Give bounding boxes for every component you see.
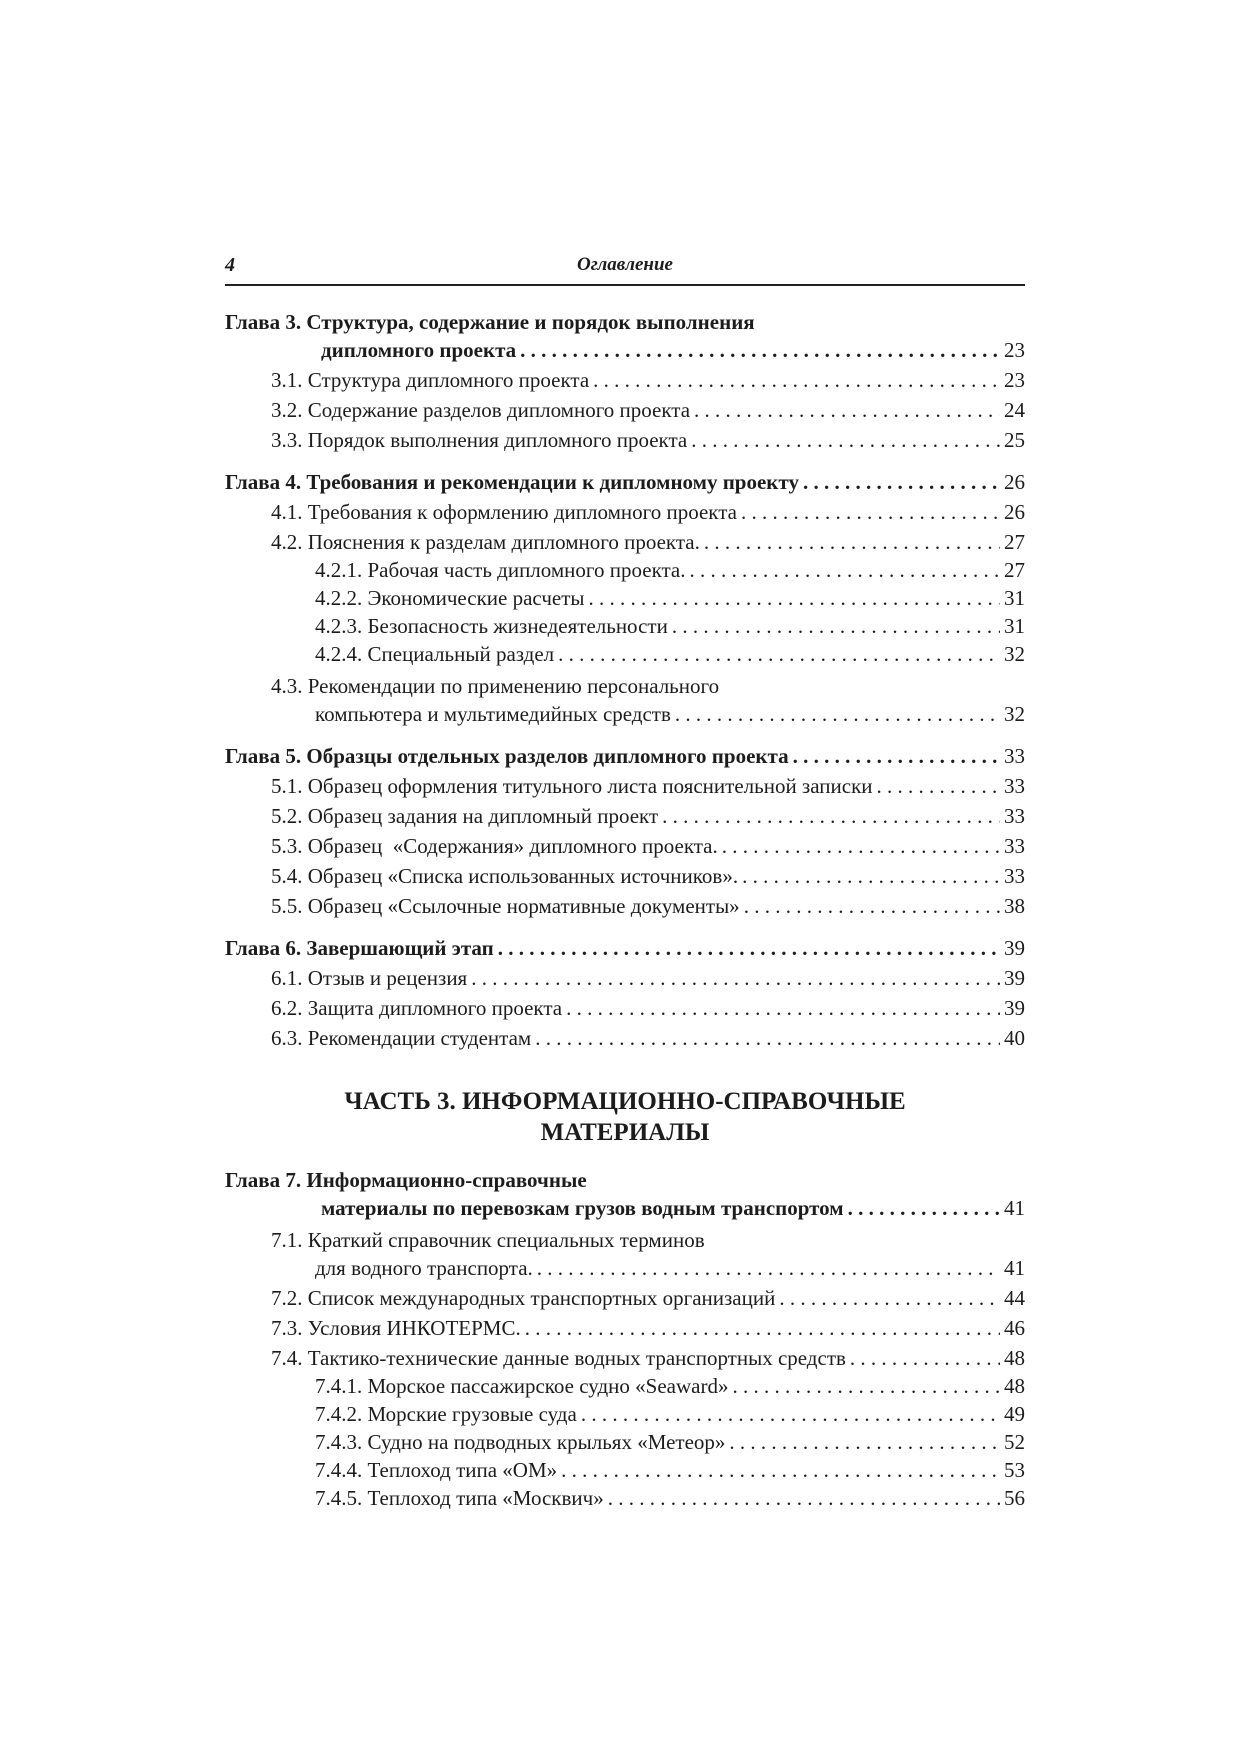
toc-page-number: 26: [1004, 470, 1025, 494]
toc-entry-7-4-1: [225, 1372, 1025, 1400]
toc-entry-title: 6.3. Рекомендации студентам: [271, 1026, 532, 1050]
leader-dots: [742, 862, 1000, 890]
toc-entry-6-2: [225, 994, 1025, 1022]
toc-entry-3-3: [225, 426, 1025, 454]
leader-dots: [803, 468, 1000, 496]
toc-chapter-5: [225, 742, 1025, 770]
toc-page-number: 24: [1004, 398, 1025, 422]
toc-entry-title: 7.4.2. Морские грузовые суда: [315, 1402, 577, 1426]
page-number: 4: [225, 254, 235, 276]
toc-page-number: 49: [1004, 1402, 1025, 1426]
toc-entry-7-4-4: [225, 1456, 1025, 1484]
toc-page-number: 40: [1004, 1026, 1025, 1050]
leader-dots: [848, 1194, 1000, 1222]
toc-page-number: 38: [1004, 894, 1025, 918]
toc-entry-title: 5.1. Образец оформления титульного листа пояснительной записки: [271, 774, 873, 798]
toc-entry-title: Глава 4. Требования и рекомендации к дипломному проекту: [225, 470, 799, 494]
toc-chapter-6: [225, 934, 1025, 962]
leader-dots: [877, 772, 1000, 800]
leader-dots: [779, 1284, 1000, 1312]
toc-page-number: 33: [1004, 744, 1025, 768]
toc-entry-title: 5.5. Образец «Ссылочные нормативные документы»: [271, 894, 740, 918]
toc-entry-title: 5.3. Образец «Содержания» дипломного проекта.: [271, 834, 718, 858]
toc-entry-5-1: [225, 772, 1025, 800]
leader-dots: [537, 1254, 1000, 1282]
toc-chapter-7: [225, 1166, 1025, 1222]
toc-entry-title: материалы по перевозкам грузов водным транспортом: [321, 1196, 844, 1220]
toc-page-number: 27: [1004, 558, 1025, 582]
toc-page-number: 32: [1004, 642, 1025, 666]
toc-page-number: 39: [1004, 936, 1025, 960]
toc-page-number: 33: [1004, 864, 1025, 888]
toc-page-number: 31: [1004, 586, 1025, 610]
toc-entry-7-4-5: [225, 1484, 1025, 1512]
toc-entry-7-4: [225, 1344, 1025, 1372]
toc-entry-title: 7.3. Условия ИНКОТЕРМС.: [271, 1316, 521, 1340]
leader-dots: [566, 994, 1000, 1022]
toc-page-number: 41: [1004, 1196, 1025, 1220]
toc-page-number: 53: [1004, 1458, 1025, 1482]
toc-entry-title: для водного транспорта.: [315, 1256, 533, 1280]
toc-page-number: 48: [1004, 1374, 1025, 1398]
toc-page-number: 39: [1004, 996, 1025, 1020]
toc-page-number: 31: [1004, 614, 1025, 638]
toc-page-number: 39: [1004, 966, 1025, 990]
toc-entry-7-4-2: [225, 1400, 1025, 1428]
toc-chapter-3: [225, 308, 1025, 364]
toc-page-number: 33: [1004, 804, 1025, 828]
toc-entry-7-3: [225, 1314, 1025, 1342]
leader-dots: [608, 1484, 1000, 1512]
toc-entry-5-3: [225, 832, 1025, 860]
toc-entry-title: 5.2. Образец задания на дипломный проект: [271, 804, 659, 828]
toc-entry-title: 6.1. Отзыв и рецензия: [271, 966, 468, 990]
toc-entry-title: Глава 6. Завершающий этап: [225, 936, 494, 960]
leader-dots: [704, 528, 1000, 556]
leader-dots: [535, 1024, 1000, 1052]
part-heading-line: МАТЕРИАЛЫ: [540, 1119, 710, 1146]
toc-entry-4-2-2: [225, 584, 1025, 612]
toc-entry-7-4-3: [225, 1428, 1025, 1456]
leader-dots: [732, 1372, 1000, 1400]
toc-entry-title: 4.2.1. Рабочая часть дипломного проекта.: [315, 558, 686, 582]
toc-entry-title: 7.4.4. Теплоход типа «ОМ»: [315, 1458, 558, 1482]
toc-page-number: 52: [1004, 1430, 1025, 1454]
leader-dots: [675, 700, 1000, 728]
toc-entry-6-1: [225, 964, 1025, 992]
toc-entry-title: дипломного проекта: [321, 338, 517, 362]
leader-dots: [729, 1428, 1000, 1456]
toc-entry-title: компьютера и мультимедийных средств: [315, 702, 671, 726]
toc-entry-title: 7.2. Список международных транспортных организаций: [271, 1286, 776, 1310]
toc-entry-title: 7.4.1. Морское пассажирское судно «Seaward»: [315, 1374, 729, 1398]
toc-entry-title: Глава 3. Структура, содержание и порядок выполнения: [225, 310, 755, 334]
toc-entry-4-2-3: [225, 612, 1025, 640]
toc-entry-title: 4.1. Требования к оформлению дипломного проекта: [271, 500, 737, 524]
leader-dots: [741, 498, 1000, 526]
toc-entry-4-1: [225, 498, 1025, 526]
toc-chapter-4: [225, 468, 1025, 496]
toc-entry-title: 3.2. Содержание разделов дипломного проекта: [271, 398, 691, 422]
toc-page-number: 41: [1004, 1256, 1025, 1280]
toc-entry-title: 3.3. Порядок выполнения дипломного проекта: [271, 428, 688, 452]
toc-entry-5-5: [225, 892, 1025, 920]
toc-entry-title: 4.2.2. Экономические расчеты: [315, 586, 585, 610]
leader-dots: [694, 396, 1000, 424]
leader-dots: [589, 584, 1001, 612]
leader-dots: [662, 802, 1000, 830]
toc-page-number: 25: [1004, 428, 1025, 452]
toc-page-number: 48: [1004, 1346, 1025, 1370]
toc-entry-4-2-4: [225, 640, 1025, 668]
leader-dots: [744, 892, 1000, 920]
toc-entry-title: 5.4. Образец «Списка использованных источников».: [271, 864, 739, 888]
toc-page-number: 32: [1004, 702, 1025, 726]
toc-entry-4-2-1: [225, 556, 1025, 584]
leader-dots: [690, 556, 1001, 584]
leader-dots: [581, 1400, 1000, 1428]
toc-entry-5-2: [225, 802, 1025, 830]
toc-entry-title: 3.1. Структура дипломного проекта: [271, 368, 590, 392]
toc-entry-title: 4.2. Пояснения к разделам дипломного проекта.: [271, 530, 700, 554]
leader-dots: [561, 1456, 1000, 1484]
table-of-contents: [225, 308, 1025, 1512]
toc-entry-7-2: [225, 1284, 1025, 1312]
toc-entry-title: 4.3. Рекомендации по применению персонального: [271, 674, 720, 698]
toc-entry-3-1: [225, 366, 1025, 394]
toc-entry-title: 7.4.3. Судно на подводных крыльях «Метеор»: [315, 1430, 726, 1454]
toc-page-number: 33: [1004, 834, 1025, 858]
toc-page-number: 44: [1004, 1286, 1025, 1310]
toc-entry-title: 7.4. Тактико-технические данные водных транспортных средств: [271, 1346, 846, 1370]
toc-entry-title: 7.4.5. Теплоход типа «Москвич»: [315, 1486, 604, 1510]
toc-entry-title: Глава 7. Информационно-справочные: [225, 1168, 587, 1192]
toc-page-number: 26: [1004, 500, 1025, 524]
running-title: Оглавление: [577, 254, 673, 275]
toc-entry-5-4: [225, 862, 1025, 890]
part-heading-line: ЧАСТЬ 3. ИНФОРМАЦИОННО-СПРАВОЧНЫЕ: [344, 1088, 906, 1115]
toc-entry-3-2: [225, 396, 1025, 424]
leader-dots: [672, 612, 1000, 640]
toc-page-number: 23: [1004, 338, 1025, 362]
toc-entry-6-3: [225, 1024, 1025, 1052]
page-header: [225, 254, 1025, 286]
leader-dots: [793, 742, 1000, 770]
leader-dots: [471, 964, 1000, 992]
leader-dots: [593, 366, 1000, 394]
toc-entry-7-1: [225, 1226, 1025, 1282]
toc-page-number: 46: [1004, 1316, 1025, 1340]
leader-dots: [520, 336, 1000, 364]
toc-page-number: 27: [1004, 530, 1025, 554]
leader-dots: [558, 640, 1000, 668]
part-heading: [225, 1086, 1025, 1148]
toc-entry-title: 7.1. Краткий справочник специальных терминов: [271, 1228, 705, 1252]
toc-entry-4-2: [225, 528, 1025, 556]
leader-dots: [850, 1344, 1000, 1372]
toc-entry-title: Глава 5. Образцы отдельных разделов дипломного проекта: [225, 744, 789, 768]
leader-dots: [691, 426, 1000, 454]
toc-entry-4-3: [225, 672, 1025, 728]
toc-entry-title: 4.2.3. Безопасность жизнедеятельности: [315, 614, 668, 638]
toc-entry-title: 4.2.4. Специальный раздел: [315, 642, 555, 666]
toc-page-number: 56: [1004, 1486, 1025, 1510]
leader-dots: [722, 832, 1000, 860]
toc-page-number: 23: [1004, 368, 1025, 392]
toc-entry-title: 6.2. Защита дипломного проекта: [271, 996, 563, 1020]
leader-dots: [498, 934, 1000, 962]
leader-dots: [525, 1314, 1000, 1342]
toc-page-number: 33: [1004, 774, 1025, 798]
